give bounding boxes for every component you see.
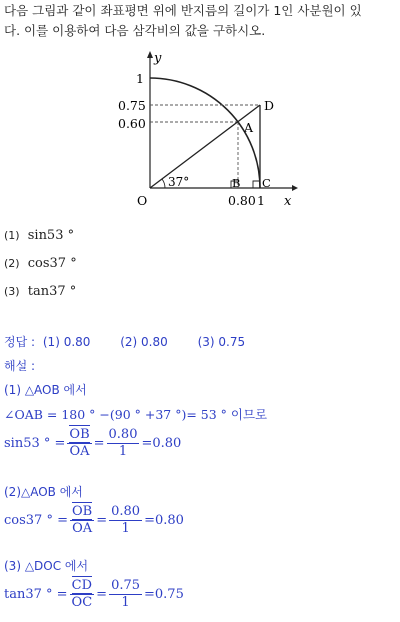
point-b-label: B <box>232 176 241 190</box>
solution-2-head: (2)△AOB 에서 <box>4 485 83 499</box>
y-axis-label: y <box>154 51 162 66</box>
origin-label: O <box>137 193 148 208</box>
x-axis-arrow <box>292 185 298 191</box>
solution-1-lhs: sin53 ° = <box>4 436 66 451</box>
problem-line-2: 다. 이를 이용하여 다음 삼각비의 값을 구하시오. <box>4 23 266 38</box>
solution-3-fraction <box>70 579 95 610</box>
solution-2-den: OA <box>72 521 93 536</box>
point-a-label: A <box>244 120 254 135</box>
y-axis-arrow <box>147 51 153 58</box>
answer-1: (1) 0.80 <box>42 335 91 349</box>
solution-3-result: =0.75 <box>144 587 184 602</box>
solution-1-eq: = <box>93 436 105 451</box>
answer-2: (2) 0.80 <box>120 335 168 349</box>
solution-1-den: OA <box>69 444 90 459</box>
solution-3-eq: = <box>96 587 108 602</box>
quarter-circle-figure <box>110 48 300 213</box>
solution-2-den2: 1 <box>121 521 130 536</box>
tick-y-1: 1 <box>136 71 144 86</box>
right-angle-c <box>253 181 260 188</box>
question-1 <box>4 228 74 243</box>
solution-3-equation <box>4 579 184 610</box>
question-2-number: (2) <box>4 257 20 270</box>
tick-y-075: 0.75 <box>118 98 146 113</box>
solution-1-num2: 0.80 <box>108 427 138 442</box>
solution-2-result: =0.80 <box>144 513 184 528</box>
angle-label: 37° <box>168 175 190 189</box>
solution-2-lhs: cos37 ° = <box>4 513 68 528</box>
point-c-label: C <box>262 176 271 190</box>
solution-3-den2: 1 <box>121 595 130 610</box>
solution-3-lhs: tan37 ° = <box>4 587 68 602</box>
solution-1-result: =0.80 <box>141 436 182 451</box>
tick-x-080: 0.80 <box>228 193 256 208</box>
problem-line-1: 다음 그림과 같이 좌표평면 위에 반지름의 길이가 1인 사분원이 있 <box>4 3 362 18</box>
segment-od <box>150 105 260 188</box>
solution-2-num2: 0.80 <box>111 504 141 519</box>
question-3-expr: tan37 ° <box>27 284 77 299</box>
question-3-number: (3) <box>4 285 20 298</box>
solution-2-fraction-2 <box>109 505 142 536</box>
solution-3-num: CD <box>71 578 93 593</box>
solution-2-equation <box>4 505 184 536</box>
solution-1-fraction-2 <box>107 428 140 459</box>
solution-1-angle-tail: 이므로 <box>226 407 268 422</box>
question-1-number: (1) <box>4 229 20 242</box>
answer-3: (3) 0.75 <box>197 335 246 349</box>
solution-1-fraction <box>67 428 91 459</box>
solution-label: 해설 : <box>4 359 36 373</box>
answer-row <box>4 333 245 350</box>
solution-1-equation <box>4 428 181 459</box>
solution-1-num: OB <box>69 427 90 442</box>
tick-x-1: 1 <box>257 193 265 208</box>
solution-1-den2: 1 <box>118 444 128 459</box>
point-d-label: D <box>264 98 275 113</box>
solution-2-fraction <box>70 505 94 536</box>
question-1-expr: sin53 ° <box>27 228 75 243</box>
solution-1-angle-expr: ∠OAB = 180 ° −(90 ° +37 °)= 53 ° <box>4 407 227 422</box>
solution-1-head: (1) △AOB 에서 <box>4 383 87 397</box>
solution-3-num2: 0.75 <box>111 578 141 593</box>
question-2 <box>4 256 77 271</box>
solution-2-num: OB <box>71 504 93 519</box>
solution-3-head: (3) △DOC 에서 <box>4 559 89 573</box>
x-axis-label: x <box>284 194 292 209</box>
solution-3-fraction-2 <box>109 579 142 610</box>
angle-arc <box>162 179 165 188</box>
question-3 <box>4 284 76 299</box>
solution-1-angle-line <box>4 405 267 423</box>
tick-y-060: 0.60 <box>118 116 146 131</box>
question-2-expr: cos37 ° <box>27 256 77 271</box>
solution-2-eq: = <box>96 513 108 528</box>
answer-label: 정답 : <box>4 335 36 349</box>
solution-3-den: OC <box>71 595 93 610</box>
